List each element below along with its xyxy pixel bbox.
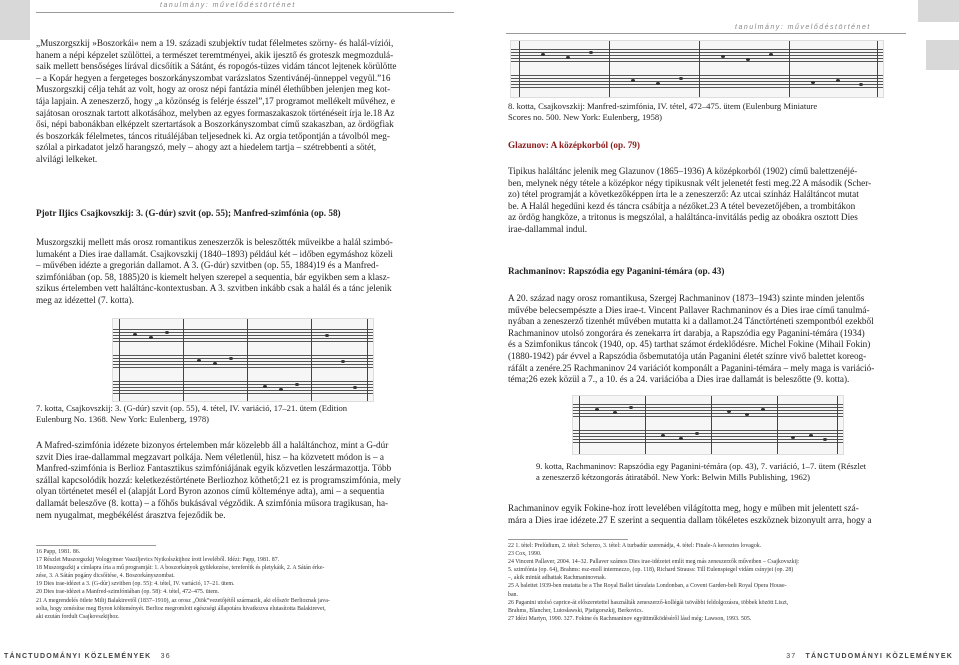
footnote: 19 Dies irae-idézet a 3. (G-dúr) szvitben (op. 55): 4. tétel, IV. variáció, 17–21. ütem. xyxy=(36,581,235,588)
page-number: 36 xyxy=(160,653,171,660)
text-line: Manfred-szimfónia is Berlioz Fantasztikus szimfóniájának egyik közvetlen leszármazottja. Több xyxy=(36,463,392,474)
text-line: alvilági lelkeket. xyxy=(36,153,98,164)
header-rule-right xyxy=(506,33,906,34)
text-line: Muszorgszkij célja tehát az volt, hogy az orosz népi fantázia minél élethűbben jelenjen meg kot- xyxy=(36,84,391,95)
text-line: – a Kopár hegyen a fergeteges boszorkányszombat varázslatos Szentivánéj-ünneppel vegyül.”16 xyxy=(36,72,391,83)
text-line: ben, melynek négy tétele a középkor négy tipikusnak vélt jelenetét festi meg.22 A második (Scher- xyxy=(508,177,872,188)
text-line: szikus értelemben vett haláltánc-kontextusban. A 3. szvitben inkább csak a halál és a tánc jelenik xyxy=(36,283,392,294)
caption-score-9 xyxy=(536,461,936,483)
footnotes-left xyxy=(36,548,456,621)
text-line: Rachmaninov egyik Fokine-hoz írott levelében világítottа meg, hogy e műben mit jelentett szá- xyxy=(508,503,859,513)
text-line: ráfált a zenére.25 Rachmaninov 24 variációt komponált a Paganini-témára – mely maga is variáció- xyxy=(508,362,875,373)
text-line: és boszorkák félelmetes, táncos rituáléjában teljesednek ki. Az orgia tetőpontján a távolból meg- xyxy=(36,130,390,141)
paragraph-5 xyxy=(508,293,928,386)
text-line: saik mellett bensőséges lírával dicsőítik a Sátánt, és ropogós-tüzes vidám táncot lejtenek körülötte xyxy=(36,61,397,72)
text-line: meg az idézettel (7. kotta). xyxy=(36,294,134,305)
text-line: Rachmaninov utolsó zongorára és zenekarra írt darabja, a Rapszódia egy Paganini-témára (1934) xyxy=(508,327,865,338)
text-line: 7. kotta, Csajkovszkij: 3. (G-dúr) szvit (op. 55), 4. tétel, IV. variáció, 17–21. ütem (Edition xyxy=(36,403,348,413)
music-score-9 xyxy=(572,395,844,455)
footnote: aki ezután fordult Csajkovszkijhoz. xyxy=(36,613,120,620)
music-score-8 xyxy=(510,40,884,98)
paragraph-1 xyxy=(36,38,456,166)
text-line: Tipikus haláltánc jelenik meg Glazunov (1865–1936) A középkorból (1902) című balettzenéjé- xyxy=(508,166,858,176)
footnote: ban. xyxy=(508,591,518,598)
text-line: lumaként a Dies irae dallamát. Csajkovszkij (1840–1893) például két – időben egymáshoz közeli xyxy=(36,248,393,259)
text-line: A 20. század nagy orosz romantikusa, Szergej Rachmaninov (1873–1943) szinte minden jelentős xyxy=(508,293,865,303)
footnote: 5. szimfónia (op. 64), Brahms: esz-moll intermezzo, (op. 118), Richard Strauss: Till Eulenspiegel vidám csínyjei (op. 28) xyxy=(508,567,794,574)
text-line: tája lapjain. A zeneszerző, hogy „a közönség is felérje ésszel”,17 programot mellékelt művéhez, e xyxy=(36,95,395,106)
footnote: Brahms, Blancher, Lutosławski, Pjatigorszkij, Berkovics. xyxy=(508,607,644,614)
text-line: Muszorgszkij mellett más orosz romantikus zeneszerzők is beleszőtték műveikbe a halál szimbó- xyxy=(36,237,393,247)
footnote: 16 Papp, 1981. 86. xyxy=(36,549,81,555)
text-line: olyan történetet mesél el (alapját Lord Byron azonos című költeménye adta), ami – a sequentia xyxy=(36,486,385,497)
journal-title: TÁNCTUDOMÁNYI KÖZLEMÉNYEK xyxy=(805,653,953,660)
footnote: solta, hogy zenésítse meg Byron költeményét. Berlioz megromlott egészségi állapotára hivatkozva elutasította Balakirevet, xyxy=(36,605,326,612)
page-number: 37 xyxy=(786,653,797,660)
footnote-rule xyxy=(508,539,628,540)
text-line: szólal a pirkadatot jelző harangszó, mely – ahogy azt a hiedelem tartja – szétrebbenti a sötét, xyxy=(36,142,377,153)
text-line: művébe belecsempészte a Dies irae-t. Vincent Pallaver Rachmaninov és a Dies irae című tanulmá- xyxy=(508,304,870,315)
text-line: mára a Dies irae idézete.27 E szerint a sequentia dallam tökéletes eszköznek bizonyult arra, hogy a xyxy=(508,514,872,525)
footnote: 18 Muszorgszkij a címlapra írta a mű programját: 1. A boszorkányok gyülekezése, tereferéik és pletykáik, 2. A Sátán érke- xyxy=(36,565,325,572)
text-line: téma;26 ezek közül a 7., a 10. és a 24. variációba a Dies irae dallamát is beleszőtte (9. kotta). xyxy=(508,374,850,385)
section-heading: Rachmaninov: Rapszódia egy Paganini-témára (op. 43) xyxy=(508,266,725,276)
text-line: „Muszorgszkij »Boszorkái« nem a 19. századi szubjektív tudat félelmetes szörny- és halál-víziói, xyxy=(36,38,394,48)
text-line: a zeneszerző kétzongorás átiratából. New York: Belwin Mills Publishing, 1962) xyxy=(536,472,810,482)
caption-score-8 xyxy=(508,101,928,123)
journal-title: TÁNCTUDOMÁNYI KÖZLEMÉNYEK xyxy=(4,653,152,660)
paragraph-6 xyxy=(508,503,928,526)
text-line: zo) tétel programját a következőképpen írta le a zeneszerző: Az utcai színház Haláltáncot mutat xyxy=(508,189,859,200)
text-line: 8. kotta, Csajkovszkij: Manfred-szimfónia, IV. tétel, 472–475. ütem (Eulenburg Miniature xyxy=(508,101,818,111)
dancer-photo xyxy=(926,40,959,70)
dancer-photo xyxy=(0,0,30,40)
paragraph-2 xyxy=(36,237,456,307)
footnote: 26 Paganini utolsó caprice-át előszeretettel használták zeneszerző-kollégái tsövábbi feldolgozásra, többek között Liszt, xyxy=(508,599,789,606)
text-line: sajátosan orosznak tartott alkotásához, melyben az egyes formaszakaszok történéseit írja le.18 Az xyxy=(36,107,395,118)
text-line: nem nyugalmat, megbékélést árasztva fejeződik be. xyxy=(36,509,226,520)
footnote: 20 Dies irae-idézet a Manfred-szimfóniában (op. 58): 4. tétel, 472–475. ütem. xyxy=(36,589,220,596)
header-rule-left xyxy=(36,12,454,13)
text-line: – művében idézte a gregorián dallamot. A 3. (G-dúr) szvitben (op. 55, 1884)19 és a Manfred- xyxy=(36,260,379,271)
footnote: 25 A balettet 1939-ben mutatta be a The Royal Ballet társulata Londonban, a Covent Garden-beli Royal Opera House- xyxy=(508,583,787,590)
footer-journal-left xyxy=(4,653,171,660)
footnote: 17 Részlet Muszorgszkij Vologyimer Vasziljevics Nyikolszkijhoz írott leveléből. Idézi: Papp, 1981. 87. xyxy=(36,557,280,564)
text-line: szvit Dies irae-dallammal megzavart polkája. Nem véletlenül, hisz – ha közvetett módon is – a xyxy=(36,451,384,462)
text-line: hanem a népi képzelet szülöttei, a természet teremtményei, akik ijesztő és groteszk megmozdulá- xyxy=(36,49,394,60)
footnotes-right xyxy=(508,542,928,623)
text-line: ősi, népi babonákban elképzelt szertartások a Boszorkányszombat című szakaszban, az ördögfiak xyxy=(36,119,394,130)
text-line: Eulenburg No. 1368. New York: Eulenberg, 1978) xyxy=(36,414,209,424)
paragraph-4 xyxy=(508,166,928,236)
footnote: 21 A megrendelés ötlete Milij Balakirevtől (1837–1910), az orosz „Ötök”vezetőjétől származik, aki először Berlioznak java- xyxy=(36,597,330,604)
footnote: zése, 3. A Sátán pogány dicsőítése, 4. Boszorkányszombat. xyxy=(36,573,175,580)
text-line: (1880-1942) pár évvel a Rapszódia ősbemutatója után Paganini életét színre vivő balettet koreog- xyxy=(508,350,867,361)
text-line: A Mafred-szimfónia idézete bizonyos értelemben már közelebb áll a haláltánchoz, mint a G-dúr xyxy=(36,440,389,450)
footnote-rule xyxy=(36,545,156,546)
caption-score-7 xyxy=(36,403,456,425)
section-heading: Glazunov: A középkorból (op. 79) xyxy=(508,140,640,150)
footnote: 23 Cox, 1990. xyxy=(508,551,542,558)
text-line: és a Szimfonikus táncok (1940, op. 45) tarthat számot érdeklődésre. Michel Fokine (Mihail Fokin) xyxy=(508,339,871,350)
text-line: az ördög hangköze, a tritonus is megszólal, a haláltánca-invitálás pedig az oboákra osztott Dies xyxy=(508,212,858,223)
text-line: dallamát beleszőve (8. kotta) – a főhős bukásával végződik. A szimfónia műsora tragikusan, ha- xyxy=(36,497,389,508)
header-label-right: tanulmány: művelődéstörténet xyxy=(735,24,871,31)
header-label-left: tanulmány: művelődéstörténet xyxy=(160,2,296,9)
text-line: nyában a zeneszerző tizenhét művében mutatta ki a dallamot.24 Tánctörténeti szempontból ezekből xyxy=(508,316,874,327)
footnote: 27 Idézi Martyn, 1990. 327. Fokine és Rachmaninov együttműködéséről lásd még: Lawson, 1993. 505. xyxy=(508,615,752,622)
text-line: szimfóniában (op. 58, 1885)20 is kiemelt helyen szerepel a sequentia, bár egyikben sem a klasz- xyxy=(36,271,390,282)
text-line: 9. kotta, Rachmaninov: Rapszódia egy Paganini-témára (op. 43), 7. variáció, 1–7. ütem (Részlet xyxy=(536,461,867,471)
footnote: 22 1. tétel: Prelúdium, 2. tétel: Scherzo, 3. tétel: A turbadúr szerenádja, 4. tétel: Finale-A keresztes lovagok. xyxy=(508,543,762,549)
footnote: 24 Vincent Pallaver, 2004. 14–32. Pallaver számos Dies irae-idézetet említ meg más zeneszerzők műveiben – Csajkovszkij: xyxy=(508,559,800,566)
dancer-photo xyxy=(918,0,959,22)
music-score-7 xyxy=(112,318,374,402)
footnote: –, akik mintát adhattak Rachmaninovnak. xyxy=(508,575,607,582)
section-heading: Pjotr Iljics Csajkovszkij: 3. (G-dúr) szvit (op. 55); Manfred-szimfónia (op. 58) xyxy=(36,208,341,218)
paragraph-3 xyxy=(36,440,456,521)
footer-journal-right xyxy=(786,653,953,660)
text-line: Scores no. 500. New York: Eulenberg, 1958) xyxy=(508,112,663,122)
text-line: be. A Halál hegedűni kezd és táncra csábítja a nézőket.23 A tétel bevezetőjében, a trombitákon xyxy=(508,200,856,211)
text-line: irae-dallammal indul. xyxy=(508,223,588,234)
text-line: szállal kapcsolódik hozzá: keletkezéstörténete Berliozhoz köthető;21 ez is programszimfónia, mely xyxy=(36,474,401,485)
